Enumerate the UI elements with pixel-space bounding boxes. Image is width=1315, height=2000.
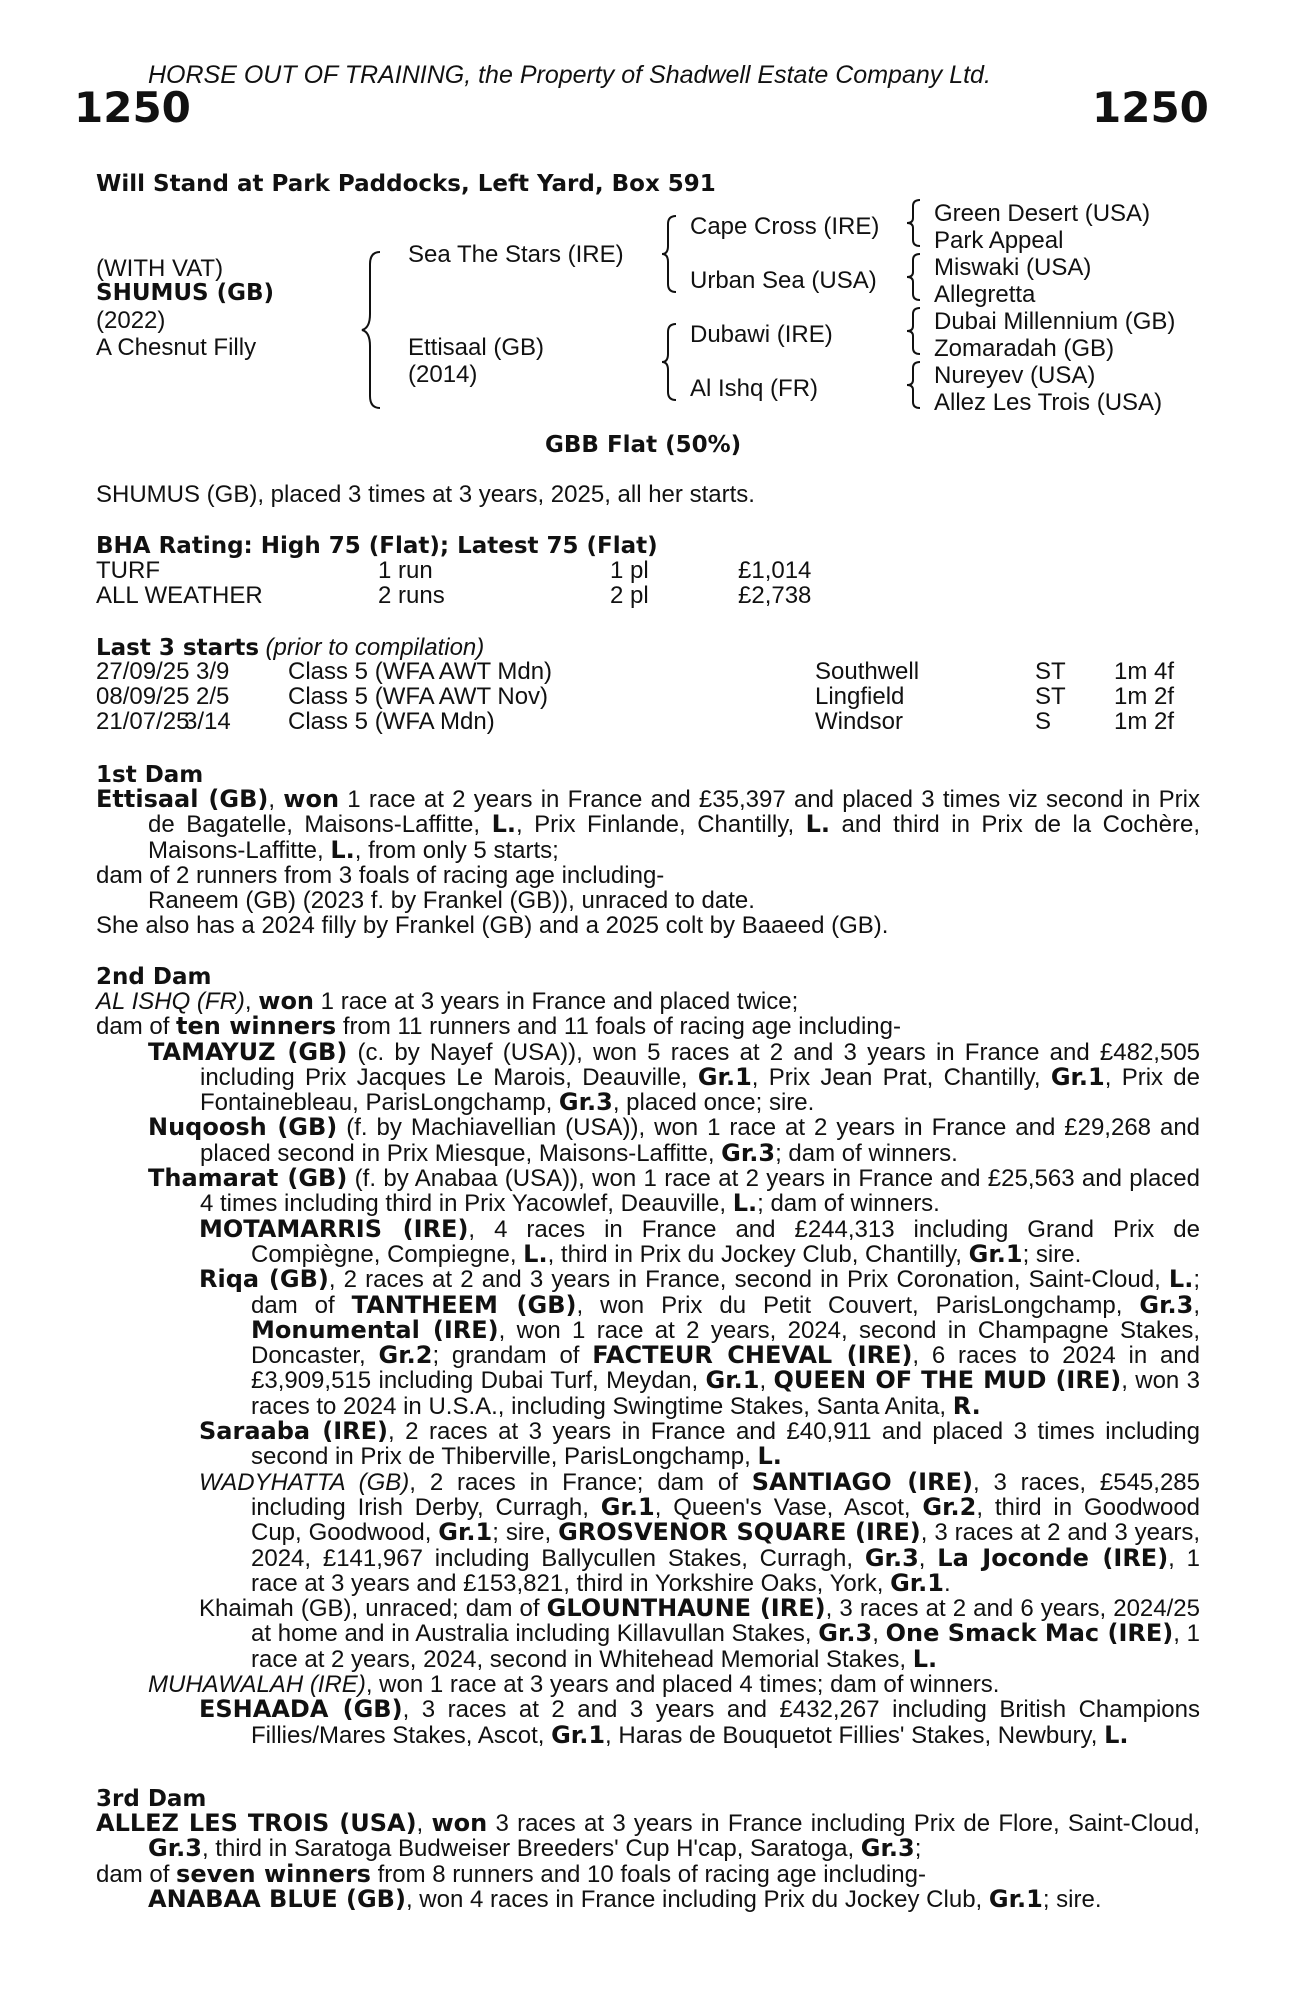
race-summary: SHUMUS (GB), placed 3 times at 3 years, 2025, all her starts. [96,481,755,508]
pedigree-brace-g3 [904,306,926,356]
start-race: Class 5 (WFA AWT Nov) [288,683,549,710]
pedigree-g-dss: Dubai Millennium (GB) [934,308,1176,335]
pedigree-g-ddd: Allez Les Trois (USA) [934,389,1163,416]
rating-places: 2 pl [610,582,649,609]
vat-note: (WITH VAT) [96,255,224,282]
second-dam-entry: AL ISHQ (FR), won 1 race at 3 years in France and placed twice; dam of ten winners from 11 runners and 11 foals of racing age including- TAMAYUZ (GB) (c. by Nayef (USA)), won 5 races at 2 and 3 years in France and £482,505 including Prix Jacques Le Marois, Deauville, Gr.1, Prix Jean Prat, Chantilly, Gr.1, Prix de Fontainebleau, ParisLongchamp, Gr.3, placed once; sire. Nuqoosh (GB) (f. by Machiavellian (USA)), won 1 race at 2 years in France and £29,268 and placed second in Prix Miesque, Maisons-Laffitte, Gr.3; dam of winners. Thamarat (GB) (f. by Anabaa (USA)), won 1 race at 2 years in France and £25,563 and placed 4 times including third in Prix Yacowlef, Deauville, L.; dam of winners. MOTAMARRIS (IRE), 4 races in France and £244,313 including Grand Prix de Compiègne, Compiegne, L., third in Prix du Jockey Club, Chantilly, Gr.1; sire. Riqa (GB), 2 races at 2 and 3 years in France, second in Prix Coronation, Saint-Cloud, L.; dam of TANTHEEM (GB), won Prix du Petit Couvert, ParisLongchamp, Gr.3, Monumental (IRE), won 1 race at 2 years, 2024, second in Champagne Stakes, Doncaster, Gr.2; grandam of FACTEUR CHEVAL (IRE), 6 races to 2024 in and £3,909,515 including Dubai Turf, Meydan, Gr.1, QUEEN OF THE MUD (IRE), won 3 races to 2024 in U.S.A., including Swingtime Stakes, Santa Anita, R. Saraaba (IRE), 2 races at 3 years in France and £40,911 and placed 3 times including second in Prix de Thiberville, ParisLongchamp, L. WADYHATTA (GB), 2 races in France; dam of SANTIAGO (IRE), 3 races, £545,285 including Irish Derby, Curragh, Gr.1, Queen's Vase, Ascot, Gr.2, third in Goodwood Cup, Goodwood, Gr.1; sire, GROSVENOR SQUARE (IRE), 3 races at 2 and 3 years, 2024, £141,967 including Ballycullen Stakes, Curragh, Gr.3, La Joconde (IRE), 1 race at 3 years and £153,821, third in Yorkshire Oaks, York, Gr.1. Khaimah (GB), unraced; dam of GLOUNTHAUNE (IRE), 3 races at 2 and 6 years, 2024/25 at home and in Australia including Killavullan Stakes, Gr.3, One Smack Mac (IRE), 1 race at 2 years, 2024, second in Whitehead Memorial Stakes, L. MUHAWALAH (IRE), won 1 race at 3 years and placed 4 times; dam of winners. ESHAADA (GB), 3 races at 2 and 3 years and £432,267 including British Champions Fillies/Mares Stakes, Ascot, Gr.1, Haras de Bouquetot Fillies' Stakes, Newbury, L. [96,987,1201,1749]
rating-prize: £1,014 [738,557,812,584]
first-dam-heading: 1st Dam [96,762,204,788]
pedigree-dam-dam: Al Ishq (FR) [690,375,819,402]
start-date: 08/09/25 [96,683,190,710]
horse-name: SHUMUS (GB) [96,280,275,306]
pedigree-sire-sire: Cape Cross (IRE) [690,213,880,240]
pedigree-g-dds: Nureyev (USA) [934,362,1096,389]
start-position: 2/5 [196,683,230,710]
rating-prize: £2,738 [738,582,812,609]
rating-runs: 1 run [378,557,433,584]
pedigree-brace-sire [660,214,684,294]
stable-location: Will Stand at Park Paddocks, Left Yard, Box 591 [96,171,716,197]
start-date: 21/07/25 [96,708,190,735]
pedigree-g-sds: Miswaki (USA) [934,254,1092,281]
pedigree-dam-year: (2014) [408,361,478,388]
lot-number-right: 1250 [1092,83,1209,132]
start-course: Lingfield [815,683,905,710]
pedigree-dam-sire: Dubawi (IRE) [690,321,833,348]
last-starts-heading: Last 3 starts (prior to compilation) [96,634,485,661]
sale-header: HORSE OUT OF TRAINING, the Property of Shadwell Estate Company Ltd. [148,61,991,89]
rating-places: 1 pl [610,557,649,584]
pedigree-sire-dam: Urban Sea (USA) [690,267,877,294]
pedigree-g-sss: Green Desert (USA) [934,200,1151,227]
pedigree-g-ssd: Park Appeal [934,227,1064,254]
horse-description: A Chesnut Filly [96,334,257,361]
start-distance: 1m 2f [1114,708,1175,735]
pedigree-brace-g2 [904,252,926,302]
start-position: 3/9 [196,658,230,685]
lot-number-left: 1250 [74,83,191,132]
start-course: Southwell [815,658,920,685]
second-dam-heading: 2nd Dam [96,964,212,990]
start-distance: 1m 2f [1114,683,1175,710]
start-race: Class 5 (WFA Mdn) [288,708,495,735]
start-course: Windsor [815,708,904,735]
pedigree-brace-dam [660,322,684,402]
start-position: 3/14 [184,708,231,735]
start-distance: 1m 4f [1114,658,1175,685]
start-going: ST [1035,683,1066,710]
pedigree-brace-main [360,250,390,410]
horse-year: (2022) [96,307,166,334]
pedigree-dam: Ettisaal (GB) [408,334,545,361]
pedigree-g-sdd: Allegretta [934,281,1036,308]
third-dam-entry: ALLEZ LES TROIS (USA), won 3 races at 3 years in France including Prix de Flore, Saint-Cloud, Gr.3, third in Saratoga Budweiser Breeders' Cup H'cap, Saratoga, Gr.3; dam of seven winners from 8 runners and 10 foals of racing age including- ANABAA BLUE (GB), won 4 races in France including Prix du Jockey Club, Gr.1; sire. [96,1809,1200,1913]
rating-surface: TURF [96,557,160,584]
start-race: Class 5 (WFA AWT Mdn) [288,658,553,685]
pedigree-brace-g1 [904,198,926,248]
pedigree-brace-g4 [904,360,926,410]
start-date: 27/09/25 [96,658,190,685]
third-dam-heading: 3rd Dam [96,1786,207,1812]
start-going: S [1035,708,1052,735]
start-going: ST [1035,658,1066,685]
rating-runs: 2 runs [378,582,445,609]
gbb-rating: GBB Flat (50%) [545,432,742,458]
first-dam-entry: Ettisaal (GB), won 1 race at 2 years in France and £35,397 and placed 3 times viz second in Prix de Bagatelle, Maisons-Laffitte, L., Prix Finlande, Chantilly, L. and third in Prix de la Cochère, Maisons-Laffitte, L., from only 5 starts; dam of 2 runners from 3 foals of racing age including- Raneem (GB) (2023 f. by Frankel (GB)), unraced to date. She also has a 2024 filly by Frankel (GB) and a 2025 colt by Baaeed (GB). [96,785,1200,940]
bha-rating-heading: BHA Rating: High 75 (Flat); Latest 75 (Flat) [96,533,658,559]
pedigree-g-dsd: Zomaradah (GB) [934,335,1115,362]
rating-surface: ALL WEATHER [96,582,263,609]
pedigree-sire: Sea The Stars (IRE) [408,241,624,268]
